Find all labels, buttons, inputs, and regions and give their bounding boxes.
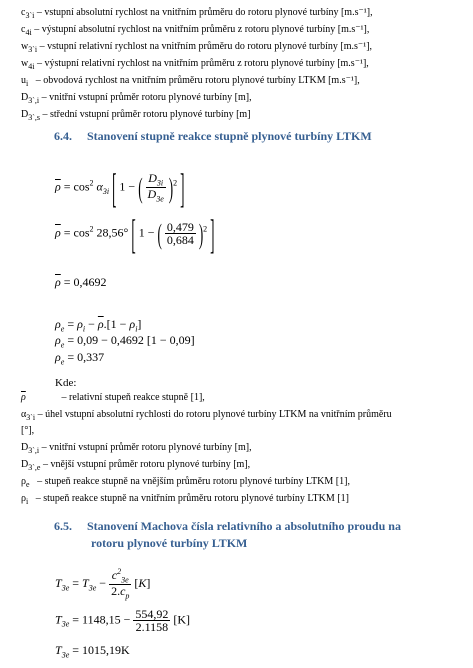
def-symbol: $\rho_e$ [21,476,30,489]
fraction-numerator: 0,479 [166,220,194,234]
def-text: – úhel vstupní absolutní rychlosti do rotoru plynové turbíny LTKM na vnitřním průměru [37,409,392,420]
equation-t3e-result: $T_{3e} = 1015,19K$ [55,643,130,660]
def-d3s [21,110,251,122]
def-d3e [21,460,250,472]
fraction-denominator: 0,684 [166,233,194,247]
def-rho-bar [21,393,205,403]
def-text: – výstupní relativní rychlost na vnitřním průměru z rotoru plynové turbíny [m.s⁻¹], [36,58,369,69]
def-alpha3i [21,410,392,422]
def-w4i [21,59,369,71]
section-heading-6-5 [54,519,401,534]
section-number: 6.4. [54,129,72,143]
section-title: Stanovení stupně reakce stupně plynové turbíny LTKM [87,129,372,143]
def-c4i [21,25,369,37]
def-text: – vnější vstupní průměr rotoru plynové turbíny [m], [42,459,251,470]
def-symbol: $w_{3`i}$ [21,41,38,54]
fraction-numerator: 554,92 [135,607,169,621]
def-d3i-2 [21,443,252,455]
def-symbol: $D_{3`,e}$ [21,459,41,472]
def-text: – obvodová rychlost na vnitřním průměru rotoru plynové turbíny LTKM [m.s⁻¹], [35,75,360,86]
equation-values: = 1148,15 − [72,612,131,627]
angle-value: 28,56° [96,225,129,240]
def-alpha3i-cont [21,426,34,436]
equation-rho-e-1: $\rho_e = \rho_i - \overline{\rho}.[1 - \rho_i]$ [55,317,142,334]
equation-t3e-2: $T_{3e} = 1148,15$ − $\frac{554,92}{2.1158}$ [K] [55,607,191,634]
section-heading-6-5-cont [91,536,247,551]
def-text: – stupeň reakce stupně na vnějším průměru rotoru plynové turbíny LTKM [1], [37,476,350,487]
def-symbol: $D_{3`,i}$ [21,92,40,105]
unit: [K] [173,612,191,627]
def-rho-i [21,494,349,506]
def-symbol: $\overline{\rho}$ [21,392,26,403]
def-symbol: $u_i$ [21,75,29,88]
equation-rho-bar-2: $\overline{\rho} = \cos^2 28,56^\circ$ [ 1 − ( $\frac{0,479}{0,684}$ )$^2$ ] [55,209,215,258]
result-value: = 0,337 [67,350,105,364]
def-text: – vstupní relativní rychlost na vnitřním průměru do rotoru plynové turbíny [m.s⁻¹], [39,41,373,52]
section-title-line-2: rotoru plynové turbíny LTKM [91,536,248,550]
def-text: – vnitřní vstupní průměr rotoru plynové turbíny [m], [41,442,252,453]
def-text: – střední vstupní průměr rotoru plynové turbíny [m] [42,109,251,120]
def-text: – vstupní absolutní rychlost na vnitřním průměru do rotoru plynové turbíny [m.s⁻¹], [36,7,373,18]
def-text: – vnitřní vstupní průměr rotoru plynové turbíny [m], [41,92,252,103]
section-title-line-1: Stanovení Machova čísla relativního a absolutního proudu na [87,519,401,533]
def-symbol: $\rho_i$ [21,493,29,506]
kde-label: Kde: [55,377,77,389]
def-symbol: $D_{3`,i}$ [21,442,40,455]
def-d3i [21,93,252,105]
def-w3i [21,42,372,54]
section-number: 6.5. [54,519,72,533]
def-text: – výstupní absolutní rychlost na vnitřním průměru z rotoru plynové turbíny [m.s⁻¹], [34,24,370,35]
equation-values: = 0,09 − 0,4692 [1 − 0,09] [67,333,195,347]
result-value: = 0,4692 [63,275,107,289]
equation-rho-e-2: $\rho_e = 0,09 - 0,4692$ [1 − 0,09] [55,333,195,350]
def-rho-e [21,477,350,489]
fraction-denominator: 2.1158 [135,620,169,634]
equation-rho-bar-result: $\overline{\rho} = 0,4692$ [55,275,107,289]
def-text: – stupeň reakce stupně na vnitřním průměru rotoru plynové turbíny LTKM [1] [35,493,349,504]
def-c3i [21,8,373,20]
equation-rho-bar-1: $\overline{\rho} = \cos^2 \alpha_{3i}$ [ 1 − ( $\frac{D_{3i}}{D_{3e}}$ )$^2$ ] [55,163,185,212]
def-symbol: $c_{3`i}$ [21,7,35,20]
def-symbol: $c_{4i}$ [21,24,32,37]
equation-t3e-1: $T_{3e} = T_{3e}$ − $\frac{c^2_{3e}}{2.c_p}$ [K] [55,567,151,601]
def-text: – relativní stupeň reakce stupně [1], [61,392,205,403]
def-text: [°], [21,425,35,436]
def-symbol: $D_{3`,s}$ [21,109,41,122]
result-value: = 1015,19K [72,643,130,657]
def-symbol: $\alpha_{3`i}$ [21,409,36,422]
section-heading-6-4 [54,129,372,144]
equation-rho-e-result: $\rho_e = 0,337$ [55,350,105,367]
def-symbol: $w_{4i}$ [21,58,35,71]
def-ui [21,76,360,88]
